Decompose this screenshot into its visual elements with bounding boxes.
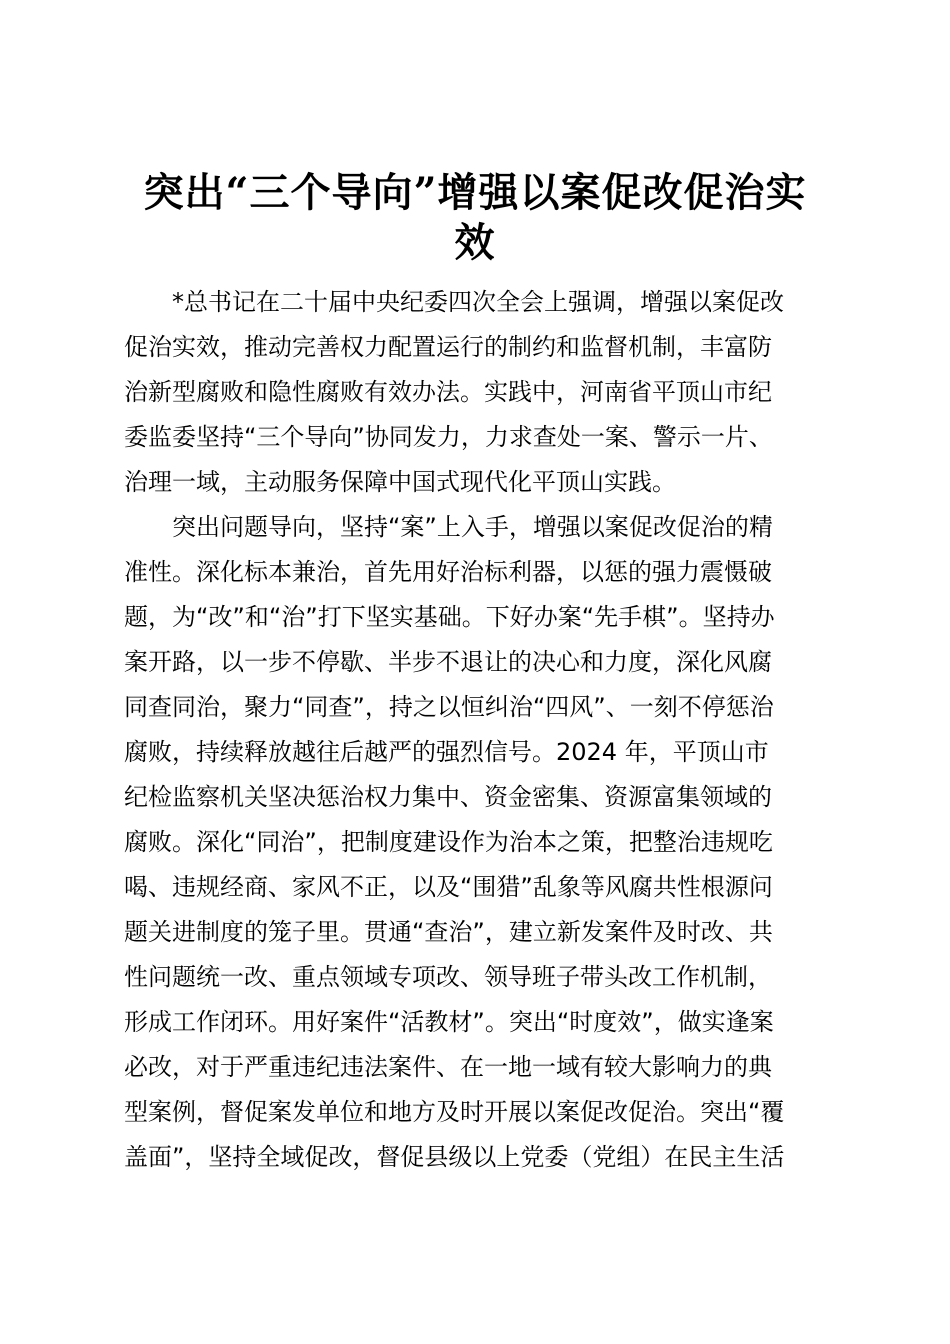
text-line: 题关进制度的笼子里。贯通“查治”，建立新发案件及时改、共 xyxy=(124,918,773,946)
text-line: 同查同治，聚力“同查”，持之以恒纠治“四风”、一刻不停惩治 xyxy=(124,693,774,721)
text-line: 委监委坚持“三个导向”协同发力，力求查处一案、警示一片、 xyxy=(124,423,773,451)
document-body xyxy=(124,280,836,1180)
paragraph-problem-orientation xyxy=(124,505,836,1180)
text-line: 纪检监察机关坚决惩治权力集中、资金密集、资源富集领域的 xyxy=(124,783,772,811)
text-line: 形成工作闭环。用好案件“活教材”。突出“时度效”，做实逢案 xyxy=(124,1008,774,1036)
text-line: 腐败，持续释放越往后越严的强烈信号。2024 年，平顶山市 xyxy=(124,738,769,766)
document-title xyxy=(110,168,840,268)
text-line: 型案例，督促案发单位和地方及时开展以案促改促治。突出“覆 xyxy=(124,1098,785,1126)
text-line: 促治实效，推动完善权力配置运行的制约和监督机制，丰富防 xyxy=(124,333,772,361)
text-line: 性问题统一改、重点领域专项改、领导班子带头改工作机制， xyxy=(124,963,772,991)
text-line: 必改，对于严重违纪违法案件、在一地一域有较大影响力的典 xyxy=(124,1053,772,1081)
title-line: 突出“三个导向”增强以案促改促治实 xyxy=(143,169,807,216)
paragraph-intro xyxy=(124,280,836,505)
text-line: *总书记在二十届中央纪委四次全会上强调，增强以案促改 xyxy=(124,288,784,316)
text-line: 治理一域，主动服务保障中国式现代化平顶山实践。 xyxy=(124,468,676,496)
text-line: 喝、违规经商、家风不正，以及“围猎”乱象等风腐共性根源问 xyxy=(124,873,773,901)
text-line: 盖面”，坚持全域促改，督促县级以上党委（党组）在民主生活 xyxy=(124,1143,785,1171)
text-line: 案开路，以一步不停歇、半步不退让的决心和力度，深化风腐 xyxy=(124,648,772,676)
text-line: 准性。深化标本兼治，首先用好治标利器，以惩的强力震慑破 xyxy=(124,558,772,586)
text-line: 治新型腐败和隐性腐败有效办法。实践中，河南省平顶山市纪 xyxy=(124,378,772,406)
text-line: 突出问题导向，坚持“案”上入手，增强以案促改促治的精 xyxy=(124,513,773,541)
text-line: 腐败。深化“同治”，把制度建设作为治本之策，把整治违规吃 xyxy=(124,828,773,856)
title-line: 效 xyxy=(454,219,496,266)
text-line: 题，为“改”和“治”打下坚实基础。下好办案“先手棋”。坚持办 xyxy=(124,603,775,631)
